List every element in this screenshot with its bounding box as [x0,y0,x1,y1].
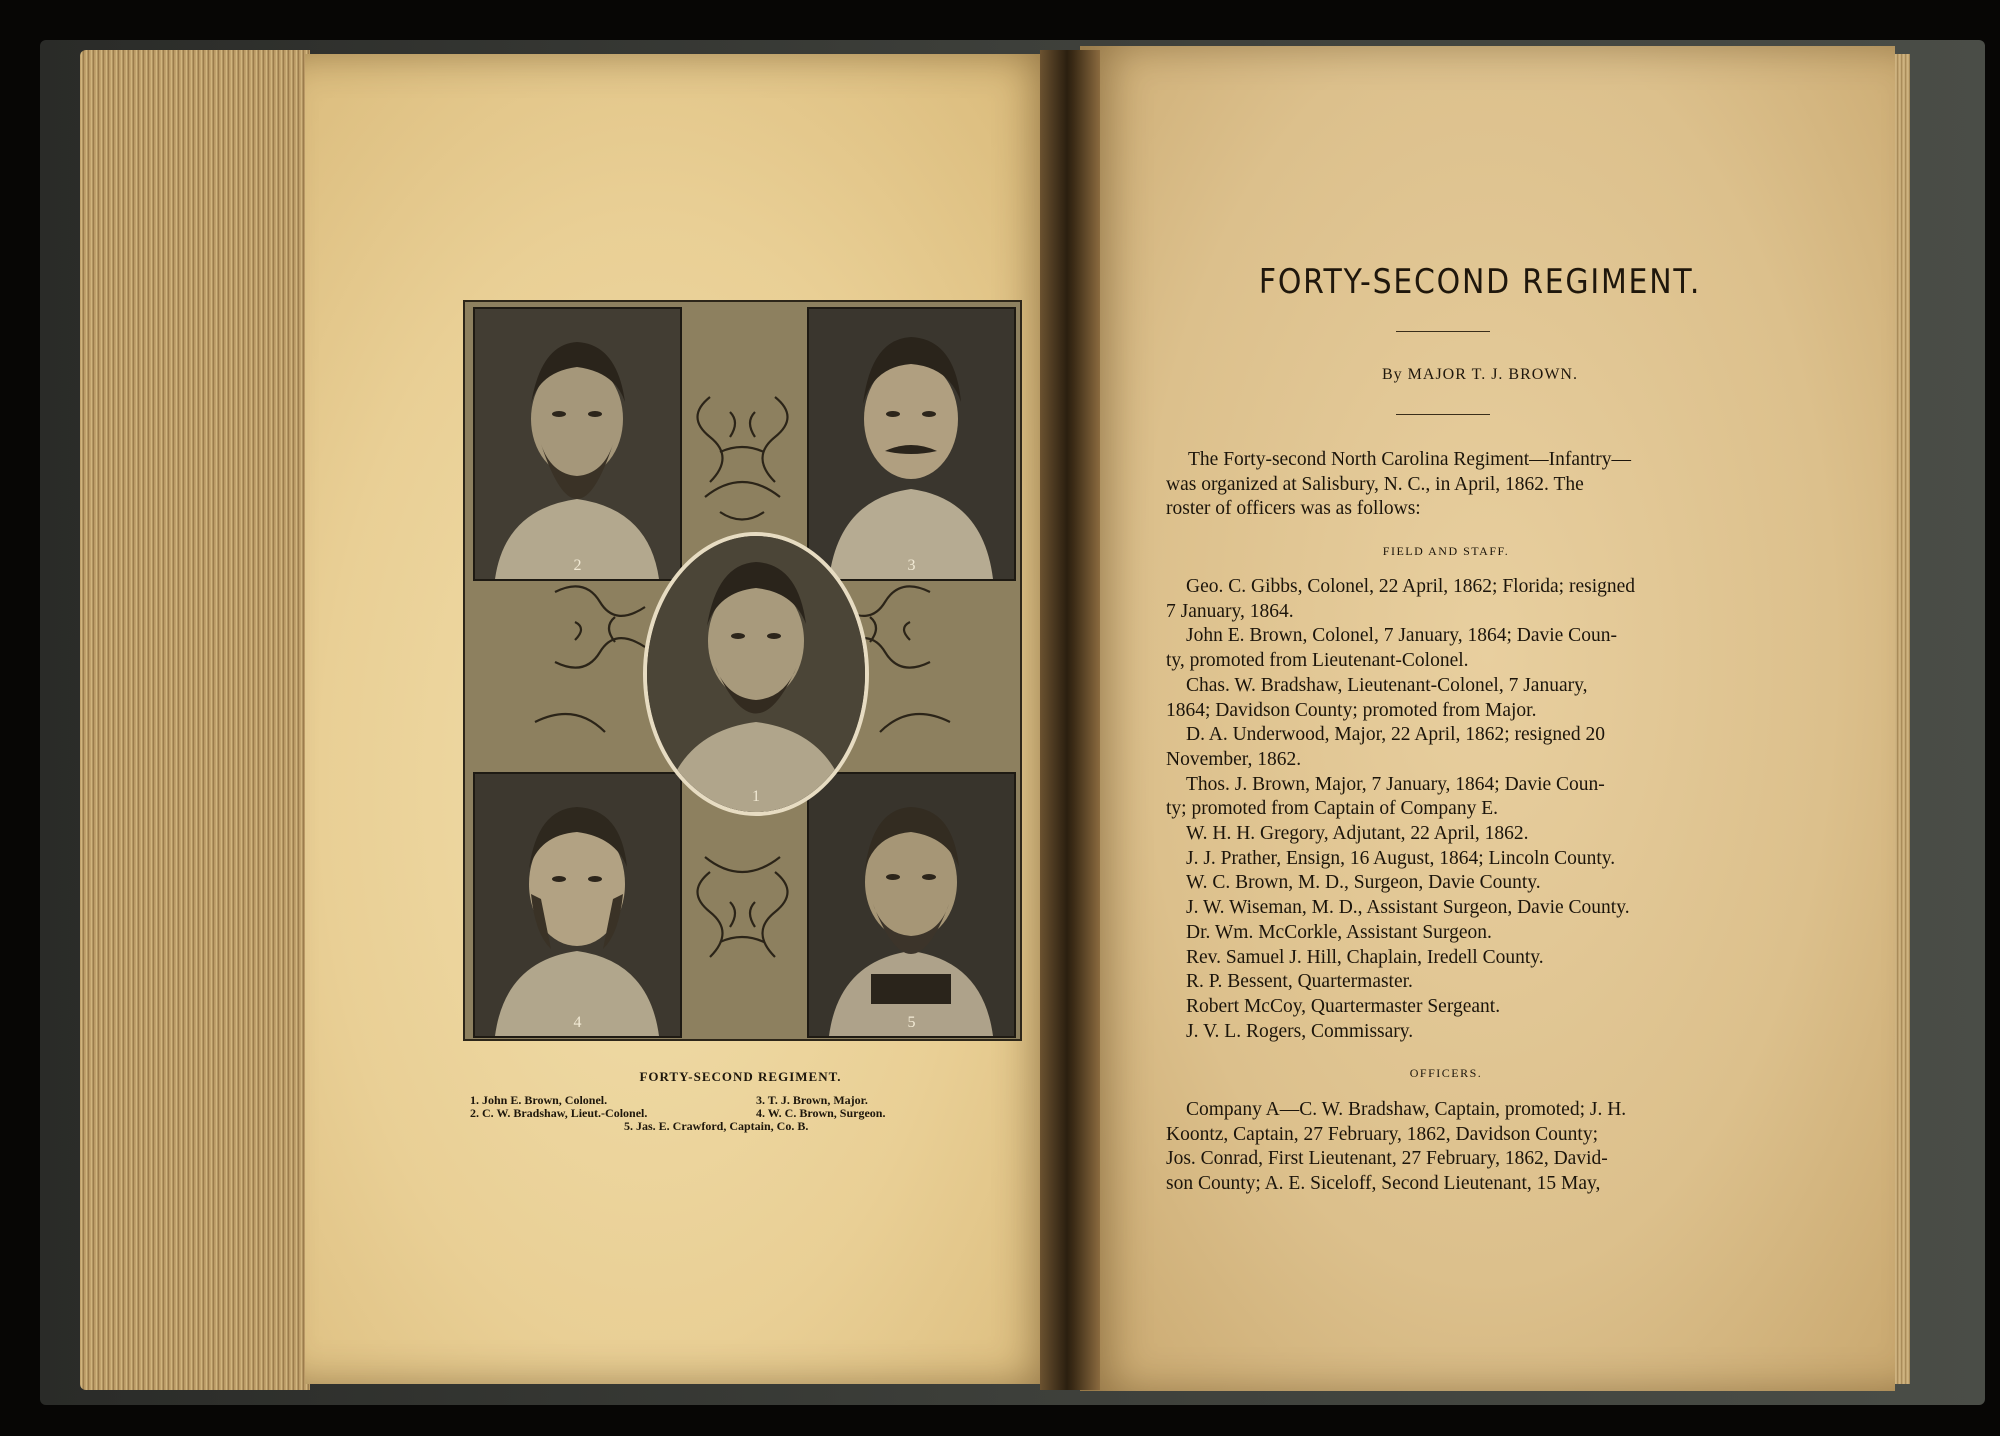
text-line: John E. Brown, Colonel, 7 January, 1864; Davie Coun- [1186,625,1617,647]
text-line: W. C. Brown, M. D., Surgeon, Davie County. [1186,872,1541,894]
field-staff-heading: FIELD AND STAFF. [1382,544,1510,558]
intro-paragraph [1166,448,1631,522]
plate-caption-center [624,1120,808,1133]
page-edges-left [80,50,310,1390]
officers-paragraph [1166,1098,1626,1197]
text-line: roster of officers was as follows: [1166,498,1421,520]
portrait-number: 3 [907,557,916,574]
text-line: Chas. W. Bradshaw, Lieutenant-Colonel, 7 January, [1186,674,1588,696]
caption-item: 5. Jas. E. Crawford, Captain, Co. B. [624,1119,809,1133]
portrait-number: 2 [573,557,582,574]
text-line: Company A—C. W. Bradshaw, Captain, promoted; J. H. [1186,1099,1627,1120]
text-line: Rev. Samuel J. Hill, Chaplain, Iredell County. [1186,946,1544,968]
portrait-3 [807,307,1016,581]
text-line: Jos. Conrad, First Lieutenant, 27 February, 1862, David- [1166,1148,1608,1170]
text-line: R. P. Bessent, Quartermaster. [1186,971,1413,993]
caption-item: 3. T. J. Brown, Major. [756,1093,868,1107]
staff-list [1166,575,1635,1044]
book-gutter [1040,50,1100,1390]
text-line: W. H. H. Gregory, Adjutant, 22 April, 1862. [1186,823,1529,845]
portrait-number: 5 [907,1014,916,1031]
plate-caption-title: FORTY-SECOND REGIMENT. [639,1069,842,1084]
text-line: D. A. Underwood, Major, 22 April, 1862; resigned 20 [1186,724,1605,746]
text-line: ty; promoted from Captain of Company E. [1166,798,1498,820]
portrait-4 [473,772,682,1038]
divider [1396,331,1490,332]
text-line: ty, promoted from Lieutenant-Colonel. [1166,650,1469,672]
text-line: The Forty-second North Carolina Regiment—Infantry— [1188,449,1631,470]
portrait-1 [643,532,869,816]
text-line: J. J. Prather, Ensign, 16 August, 1864; Lincoln County. [1186,847,1616,869]
text-line: Thos. J. Brown, Major, 7 January, 1864; Davie Coun- [1186,773,1605,795]
portrait-number: 4 [573,1014,582,1031]
portrait-2 [473,307,682,581]
article-title: FORTY-SECOND REGIMENT. [1258,262,1702,302]
plate-caption-right [756,1094,885,1120]
caption-item: 1. John E. Brown, Colonel. [470,1093,608,1107]
portrait-plate [463,300,1022,1041]
text-line: was organized at Salisbury, N. C., in April, 1862. The [1166,473,1584,495]
text-line: son County; A. E. Siceloff, Second Lieutenant, 15 May, [1166,1173,1601,1195]
officers-heading: OFFICERS. [1409,1066,1483,1080]
divider [1396,414,1490,415]
caption-item: 2. C. W. Bradshaw, Lieut.-Colonel. [470,1106,648,1120]
text-line: November, 1862. [1166,748,1302,770]
text-line: 7 January, 1864. [1166,600,1294,622]
article-byline: By MAJOR T. J. BROWN. [1382,366,1578,383]
caption-item: 4. W. C. Brown, Surgeon. [756,1106,886,1120]
text-line: 1864; Davidson County; promoted from Major. [1166,699,1537,721]
text-line: J. V. L. Rogers, Commissary. [1186,1020,1414,1042]
text-line: Geo. C. Gibbs, Colonel, 22 April, 1862; Florida; resigned [1186,576,1636,597]
portrait-number: 1 [752,788,760,805]
plate-caption-left [470,1094,647,1120]
portrait-5 [807,772,1016,1038]
text-line: Robert McCoy, Quartermaster Sergeant. [1186,995,1501,1017]
text-line: J. W. Wiseman, M. D., Assistant Surgeon, Davie County. [1186,897,1630,919]
text-line: Koontz, Captain, 27 February, 1862, Davidson County; [1166,1123,1599,1145]
text-line: Dr. Wm. McCorkle, Assistant Surgeon. [1186,921,1492,943]
